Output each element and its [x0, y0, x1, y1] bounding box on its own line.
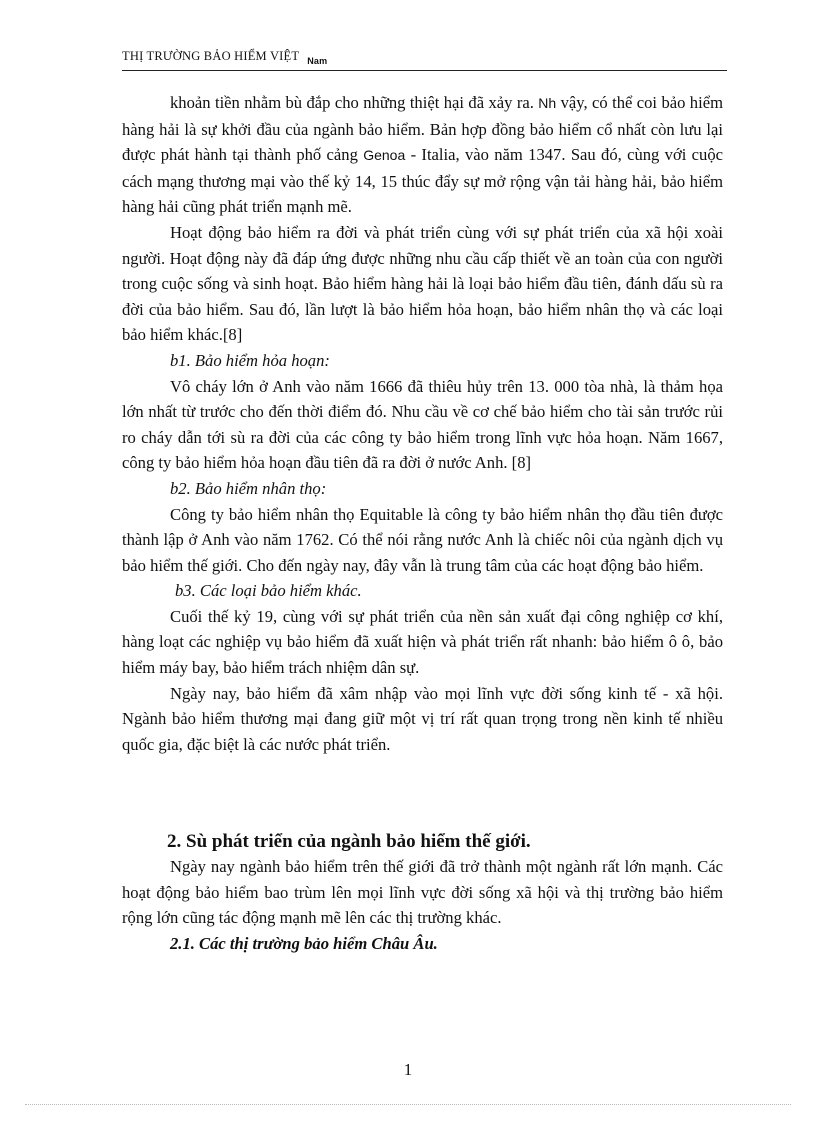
- header-rule: [122, 70, 727, 71]
- page-number: 1: [403, 1060, 413, 1079]
- header-suffix: Nam: [307, 56, 328, 66]
- document-body: [122, 90, 723, 757]
- paragraph-1: [122, 90, 723, 220]
- paragraph-1-part-c: - Italia, vào năm 1347. Sau đó, cùng với cuộc cách mạng thương mại vào thế kỷ 14, 15 thúc đẩy sự mở rộng vận tải hàng hải, bảo hiểm hàng hải cũng phát triển mạnh mẽ.: [122, 145, 724, 217]
- paragraph-1-part-b: vậy, có thể coi bảo hiểm hàng hải là sự khởi đầu của ngành bảo hiểm. Bản hợp đồng bảo hiểm cổ nhất còn lưu lại được phát hành tại thành phố cảng: [122, 93, 723, 165]
- paragraph-1-genoa: Genoa: [363, 147, 406, 164]
- paragraph-1-nh: Nh: [538, 95, 557, 111]
- section-2-body: [122, 854, 723, 956]
- subheading-b2: b2. Bảo hiểm nhân thọ:: [170, 478, 327, 498]
- paragraph-2: Hoạt động bảo hiểm ra đời và phát triển cùng với sự phát triển của xã hội xoài người. Hoạt động này đã đáp ứng được những nhu cầu cấp thiết về an toàn của con người trong cuộc sống và sinh hoạt. Bảo hiểm hàng hải là loại bảo hiểm đầu tiên, đánh dấu sù ra đời của bảo hiểm. Sau đó, lần lượt là bảo hiểm hỏa hoạn, bảo hiểm nhân thọ và các loại bảo hiểm khác.[8]: [122, 222, 723, 345]
- subheading-2-1: 2.1. Các thị trường bảo hiểm Châu Âu.: [170, 933, 438, 953]
- paragraph-3: Vô cháy lớn ở Anh vào năm 1666 đã thiêu hủy trên 13. 000 tòa nhà, là thảm họa lớn nhất từ trước cho đến thời điểm đó. Nhu cầu về cơ chế bảo hiểm cho tài sản trước rủi ro cháy dẫn tới sù ra đời của các công ty bảo hiểm trong lĩnh vực hỏa hoạn. Năm 1667, công ty bảo hiểm hỏa hoạn đầu tiên đã ra đời ở nước Anh. [8]: [122, 376, 723, 473]
- paragraph-6: Ngày nay, bảo hiểm đã xâm nhập vào mọi lĩnh vực đời sống kinh tế - xã hội. Ngành bảo hiểm thương mại đang giữ một vị trí rất quan trọng trong nền kinh tế nhiều quốc gia, đặc biệt là các nước phát triển.: [122, 683, 723, 754]
- subheading-b1: b1. Bảo hiểm hỏa hoạn:: [170, 350, 330, 370]
- paragraph-4: Công ty bảo hiểm nhân thọ Equitable là công ty bảo hiểm nhân thọ đầu tiên được thành lập ở Anh vào năm 1762. Có thể nói rằng nước Anh là chiếc nôi của ngành dịch vụ bảo hiểm thế giới. Cho đến ngày nay, đây vẫn là trung tâm của các hoạt động bảo hiểm.: [122, 504, 723, 575]
- page-bottom-rule: [25, 1104, 791, 1105]
- subheading-b3: b3. Các loại bảo hiểm khác.: [175, 581, 362, 601]
- header-title-text: THỊ TRƯỜNG BẢO HIỂM VIỆT: [122, 49, 300, 63]
- section-2-heading: 2. Sù phát triển của ngành bảo hiểm thế giới.: [167, 831, 531, 852]
- section-2-paragraph: Ngày nay ngành bảo hiểm trên thế giới đã trở thành một ngành rất lớn mạnh. Các hoạt động bảo hiểm bao trùm lên mọi lĩnh vực đời sống xã hội và thị trường bảo hiểm rộng lớn cũng tác động mạnh mẽ lên các thị trường khác.: [122, 857, 723, 928]
- paragraph-5: Cuối thế kỷ 19, cùng với sự phát triển của nền sản xuất đại công nghiệp cơ khí, hàng loạt các nghiệp vụ bảo hiểm đã xuất hiện và phát triển rất nhanh: bảo hiểm ô ô, bảo hiểm máy bay, bảo hiểm trách nhiệm dân sự.: [122, 606, 723, 678]
- page-header: [122, 48, 727, 72]
- paragraph-1-part-a: khoản tiền nhằm bù đắp cho những thiệt hại đã xảy ra.: [170, 93, 534, 112]
- header-title: [122, 49, 327, 66]
